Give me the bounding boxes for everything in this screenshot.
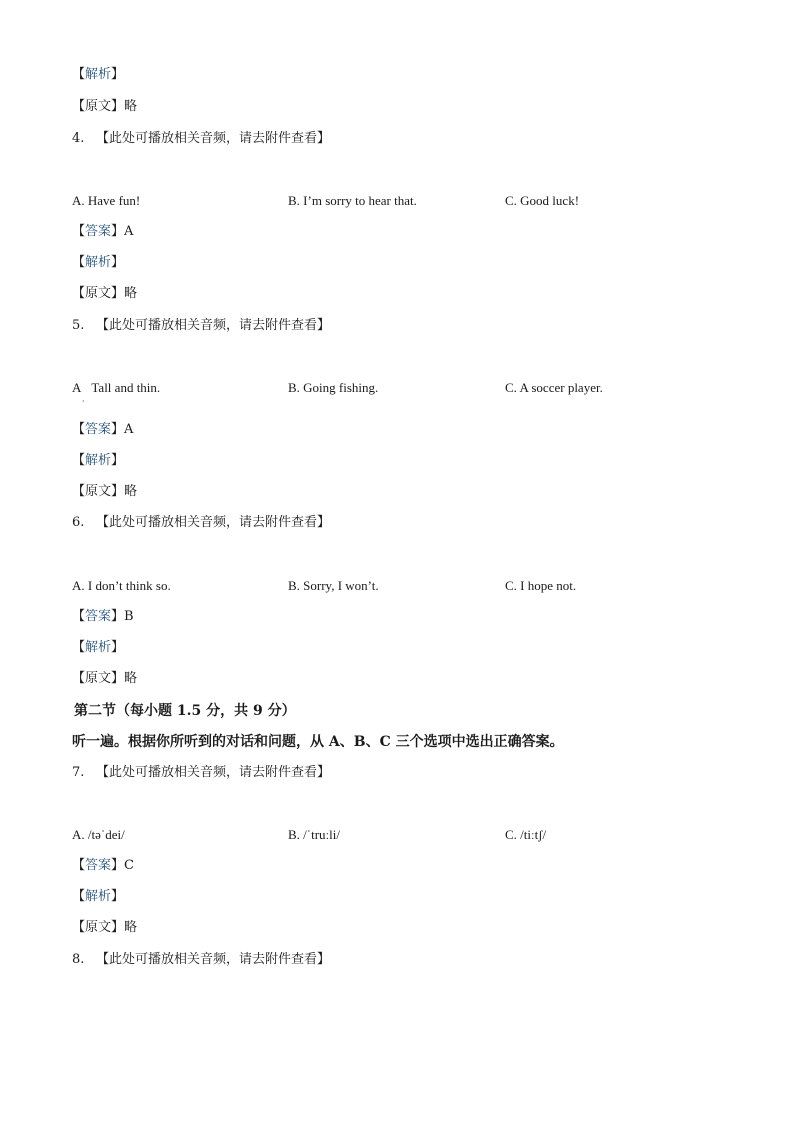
- option-a: A. I don’t think so.: [72, 578, 171, 593]
- question-number: 7.: [72, 765, 85, 780]
- audio-placeholder[interactable]: 【此处可播放相关音频，请去附件查看】: [96, 131, 331, 146]
- question-number: 5.: [72, 318, 85, 333]
- audio-placeholder[interactable]: 【此处可播放相关音频，请去附件查看】: [96, 515, 331, 530]
- question-7[interactable]: [72, 764, 330, 782]
- section-heading: 第二节（每小题 1.5 分，共 9 分）: [74, 703, 296, 719]
- analysis-label: 【解析】: [72, 67, 125, 82]
- question-number: 6.: [72, 515, 85, 530]
- analysis-label: 【解析】: [72, 255, 125, 270]
- question-5[interactable]: [72, 317, 330, 335]
- audio-placeholder[interactable]: 【此处可播放相关音频，请去附件查看】: [96, 765, 331, 780]
- answer-label: 【答案】B: [72, 609, 134, 624]
- analysis-label: 【解析】: [72, 640, 125, 655]
- dot-mark: ·: [82, 397, 85, 406]
- question-8[interactable]: [72, 951, 330, 969]
- option-a: A Tall and thin.: [72, 380, 161, 395]
- option-b: B. Sorry, I won’t.: [288, 578, 379, 593]
- option-c: C. I hope not.: [505, 578, 577, 593]
- option-a: A. /təˈdei/: [72, 827, 125, 842]
- question-number: 4.: [72, 131, 85, 146]
- answer-label: 【答案】A: [72, 224, 134, 239]
- answer-label: 【答案】C: [72, 858, 134, 873]
- original-text-label: 【原文】略: [72, 920, 138, 935]
- question-6[interactable]: [72, 514, 330, 532]
- option-b: B. I’m sorry to hear that.: [288, 193, 417, 208]
- original-text-label: 【原文】略: [72, 99, 138, 114]
- original-text-label: 【原文】略: [72, 286, 138, 301]
- audio-placeholder[interactable]: 【此处可播放相关音频，请去附件查看】: [96, 318, 331, 333]
- section-instruction: 听一遍。根据你所听到的对话和问题，从 A、B、C 三个选项中选出正确答案。: [72, 734, 564, 750]
- option-b: B. Going fishing.: [288, 380, 379, 395]
- tag-text: 解析: [85, 67, 112, 82]
- option-c: C. Good luck!: [505, 193, 580, 208]
- option-c: C. /tiːtʃ/: [505, 827, 547, 842]
- original-text-label: 【原文】略: [72, 671, 138, 686]
- original-text-label: 【原文】略: [72, 484, 138, 499]
- option-b: B. /ˈtruːli/: [288, 827, 340, 842]
- question-4[interactable]: [72, 130, 330, 148]
- answer-label: 【答案】A: [72, 422, 134, 437]
- analysis-label: 【解析】: [72, 889, 125, 904]
- option-a: A. Have fun!: [72, 193, 141, 208]
- option-c: C. A soccer player.: [505, 380, 603, 395]
- audio-placeholder[interactable]: 【此处可播放相关音频，请去附件查看】: [96, 952, 331, 967]
- question-number: 8.: [72, 952, 85, 967]
- analysis-label: 【解析】: [72, 453, 125, 468]
